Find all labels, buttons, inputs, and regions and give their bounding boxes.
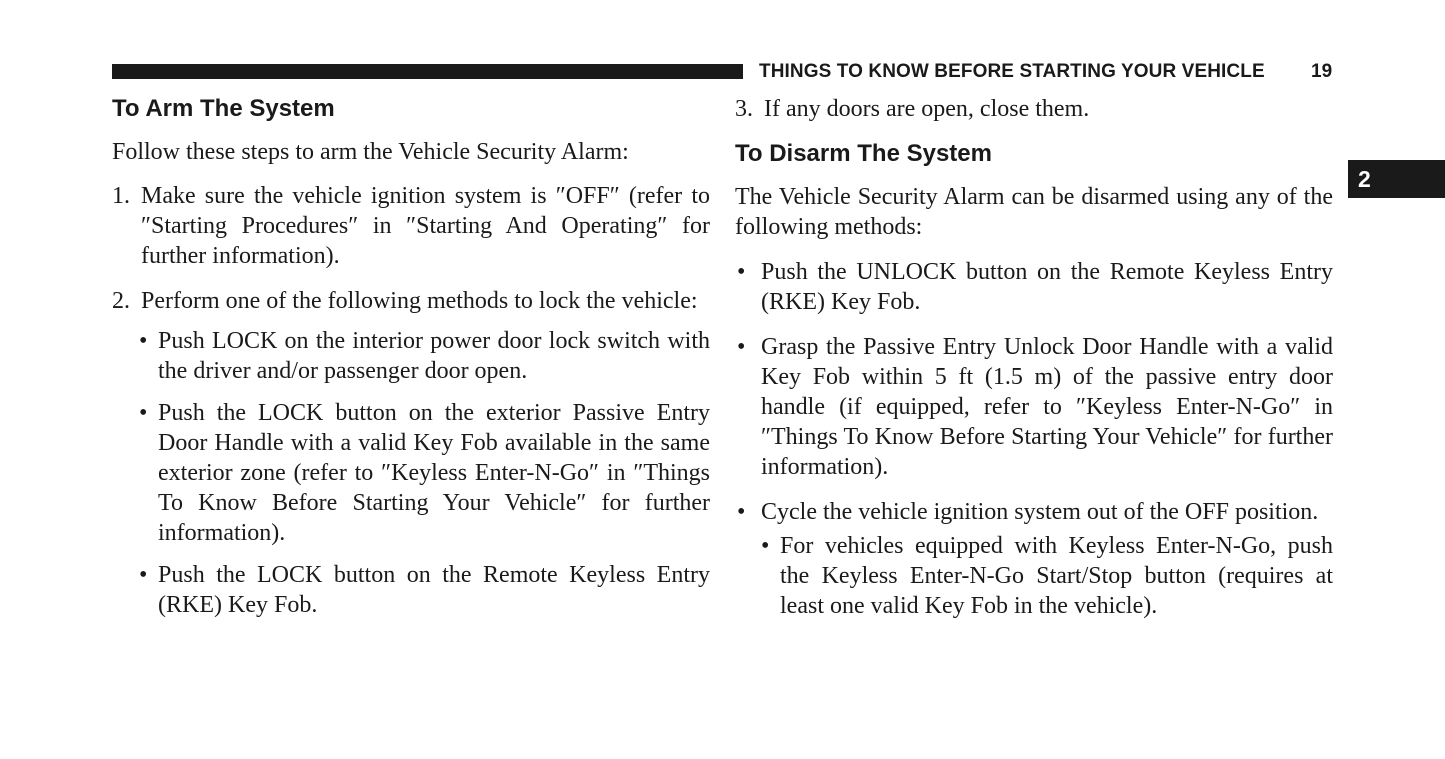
disarm-sub-method — [735, 531, 1333, 621]
right-column — [735, 94, 1333, 621]
step-number: 1. — [112, 183, 130, 209]
arm-step-2 — [112, 286, 710, 316]
method-text: Push LOCK on the interior power door lock switch with the driver and/or passenger door open. — [158, 328, 710, 384]
disarm-method-3 — [735, 497, 1333, 527]
method-text: Cycle the vehicle ignition system out of the OFF position. — [761, 499, 1319, 525]
running-header: THINGS TO KNOW BEFORE STARTING YOUR VEHICLE — [759, 61, 1265, 82]
method-text: Push the LOCK button on the Remote Keyless Entry (RKE) Key Fob. — [158, 562, 710, 618]
bullet-icon: • — [139, 400, 148, 426]
step-text: If any doors are open, close them. — [764, 96, 1090, 122]
method-text: For vehicles equipped with Keyless Enter-N-Go, push the Keyless Enter-N-Go Start/Stop button (requires at least one valid Key Fob in the vehicle). — [780, 533, 1333, 619]
header-rule — [112, 64, 743, 79]
method-text: Push the UNLOCK button on the Remote Keyless Entry (RKE) Key Fob. — [761, 259, 1333, 315]
arm-step-3 — [735, 94, 1333, 124]
method-text: Push the LOCK button on the exterior Passive Entry Door Handle with a valid Key Fob available in the same exterior zone (refer to ″Keyless Enter-N-Go″ in ″Things To Know Before Starting Your Vehicle″ for further information). — [158, 400, 710, 546]
bullet-icon: • — [737, 259, 746, 285]
left-column — [112, 94, 710, 620]
arm-step-1 — [112, 181, 710, 271]
disarm-method-1 — [735, 257, 1333, 317]
bullet-icon: • — [139, 562, 148, 588]
method-text: Grasp the Passive Entry Unlock Door Handle with a valid Key Fob within 5 ft (1.5 m) of the passive entry door handle (if equipped, refer to ″Keyless Enter-N-Go″ in ″Things To Know Before Starting Your Vehicle″ for further information). — [761, 334, 1333, 480]
disarm-heading: To Disarm The System — [735, 140, 992, 167]
bullet-icon: • — [761, 533, 770, 559]
chapter-tab — [1348, 160, 1445, 198]
page-number: 19 — [1311, 61, 1333, 82]
step-number: 2. — [112, 288, 130, 314]
arm-heading: To Arm The System — [112, 95, 335, 122]
disarm-intro: The Vehicle Security Alarm can be disarmed using any of the following methods: — [735, 184, 1333, 240]
lock-method-1 — [112, 326, 710, 386]
bullet-icon: • — [737, 334, 746, 360]
disarm-method-2 — [735, 332, 1333, 482]
step-text: Make sure the vehicle ignition system is ″OFF″ (refer to ″Starting Procedures″ in ″Starting And Operating″ for further information). — [141, 183, 710, 269]
arm-intro: Follow these steps to arm the Vehicle Security Alarm: — [112, 139, 629, 165]
step-number: 3. — [735, 96, 753, 122]
step-text: Perform one of the following methods to lock the vehicle: — [141, 288, 698, 314]
lock-method-2 — [112, 398, 710, 548]
chapter-tab-label: 2 — [1358, 166, 1371, 192]
lock-method-3 — [112, 560, 710, 620]
bullet-icon: • — [139, 328, 148, 354]
bullet-icon: • — [737, 499, 746, 525]
